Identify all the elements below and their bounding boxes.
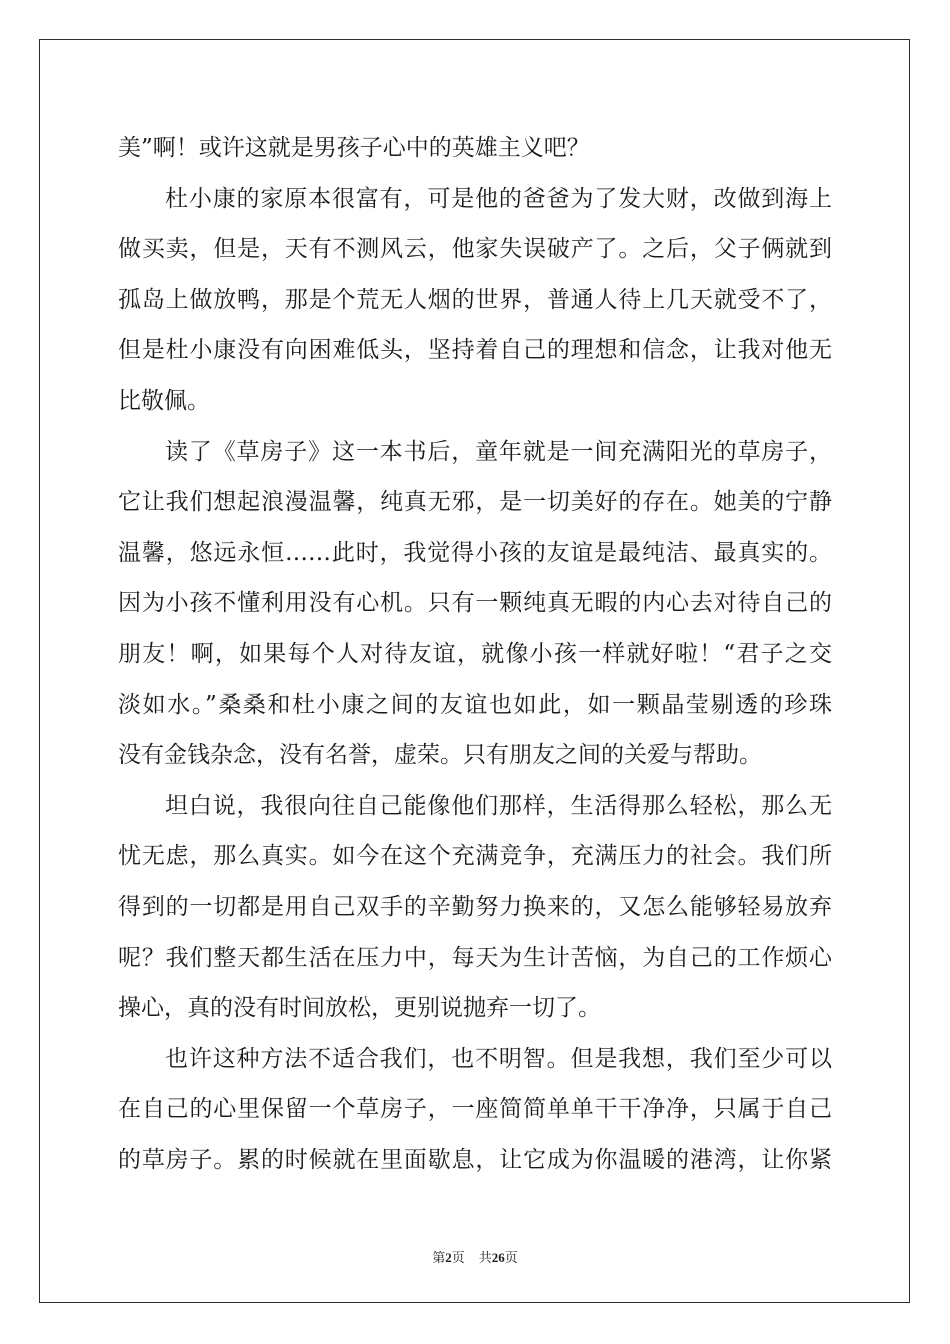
paragraph-line: 忧无虑，那么真实。如今在这个充满竞争，充满压力的社会。我们所 <box>118 843 832 870</box>
paragraph-line: 坦白说，我很向往自己能像他们那样，生活得那么轻松，那么无 <box>165 792 832 819</box>
paragraph-line: 它让我们想起浪漫温馨，纯真无邪，是一切美好的存在。她美的宁静 <box>118 489 832 516</box>
paragraph-line: 淡如水。”桑桑和杜小康之间的友谊也如此，如一颗晶莹剔透的珍珠 <box>118 691 832 718</box>
footer-total-pages: 26 <box>491 1250 505 1265</box>
paragraph-line: 美”啊！或许这就是男孩子心中的英雄主义吧？ <box>118 135 590 161</box>
paragraph-line: 孤岛上做放鸭，那是个荒无人烟的世界，普通人待上几天就受不了， <box>118 286 832 313</box>
footer-total-suffix: 页 <box>504 1251 518 1266</box>
paragraph-line: 的草房子。累的时候就在里面歇息，让它成为你温暖的港湾，让你紧 <box>118 1146 832 1173</box>
paragraph-line: 但是杜小康没有向困难低头，坚持着自己的理想和信念，让我对他无 <box>118 337 832 364</box>
paragraph <box>118 427 832 781</box>
paragraph <box>118 781 832 1034</box>
paragraph-line: 比敬佩。 <box>118 387 210 414</box>
paragraph-line: 因为小孩不懂利用没有心机。只有一颗纯真无暇的内心去对待自己的 <box>118 590 832 617</box>
footer-total-prefix: 共 <box>478 1251 492 1266</box>
paragraph-line: 也许这种方法不适合我们，也不明智。但是我想，我们至少可以 <box>165 1045 832 1072</box>
paragraph-line: 呢？我们整天都生活在压力中，每天为生计苦恼，为自己的工作烦心 <box>118 944 832 971</box>
footer-page-number: 2 <box>445 1250 452 1265</box>
paragraph-line: 杜小康的家原本很富有，可是他的爸爸为了发大财，改做到海上 <box>165 185 832 212</box>
paragraph <box>118 1034 832 1186</box>
paragraph-line: 温馨，悠远永恒……此时，我觉得小孩的友谊是最纯洁、最真实的。 <box>118 539 832 566</box>
footer-page-prefix: 第 <box>432 1251 446 1266</box>
paragraph-line: 做买卖，但是，天有不测风云，他家失误破产了。之后，父子俩就到 <box>118 236 832 263</box>
paragraph-line: 读了《草房子》这一本书后，童年就是一间充满阳光的草房子， <box>165 438 832 465</box>
footer-page-suffix: 页 <box>451 1251 465 1266</box>
page-footer <box>0 1247 950 1266</box>
paragraph <box>118 123 832 174</box>
paragraph-line: 朋友！啊，如果每个人对待友谊，就像小孩一样就好啦！“君子之交 <box>118 640 832 667</box>
paragraph-line: 没有金钱杂念，没有名誉，虚荣。只有朋友之间的关爱与帮助。 <box>118 742 762 769</box>
document-body <box>118 123 832 1185</box>
paragraph-line: 在自己的心里保留一个草房子，一座简简单单干干净净，只属于自己 <box>118 1096 832 1123</box>
paragraph-line: 操心，真的没有时间放松，更别说抛弃一切了。 <box>118 995 601 1022</box>
paragraph-line: 得到的一切都是用自己双手的辛勤努力换来的，又怎么能够轻易放弃 <box>118 893 832 920</box>
paragraph <box>118 174 832 427</box>
